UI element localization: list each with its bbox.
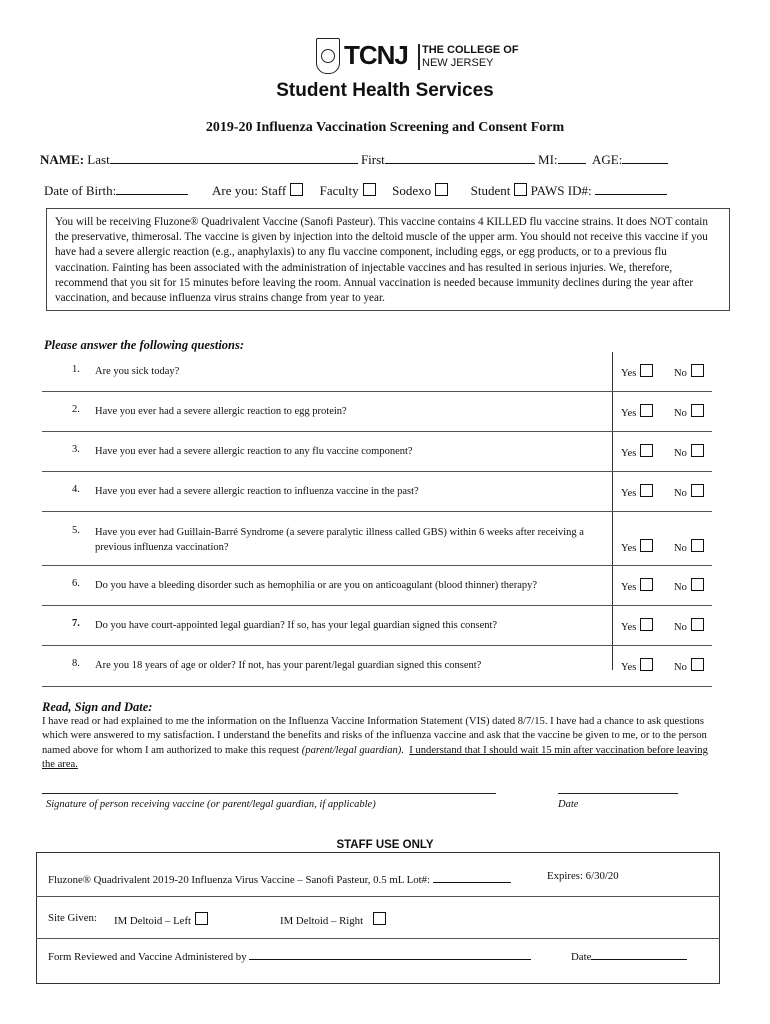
staff-date-row xyxy=(571,947,687,963)
no-checkbox[interactable] xyxy=(691,484,704,497)
yes-option xyxy=(621,618,653,633)
yes-checkbox[interactable] xyxy=(640,539,653,552)
yes-option xyxy=(621,484,653,499)
no-option xyxy=(674,618,704,633)
consent-body xyxy=(42,715,718,773)
yes-label: Yes xyxy=(621,368,637,379)
yes-label: Yes xyxy=(621,543,637,554)
age-label: AGE: xyxy=(592,152,623,167)
yes-option xyxy=(621,444,653,459)
site-right-label: IM Deltoid – Right xyxy=(280,915,364,927)
vaccine-line-label: Fluzone® Quadrivalent 2019-20 Influenza Virus Vaccine – Sanofi Pasteur, 0.5 mL Lot#: xyxy=(48,874,431,886)
question-number: 4. xyxy=(72,484,80,495)
reviewed-row xyxy=(48,947,531,963)
staff-checkbox[interactable] xyxy=(290,183,303,196)
consent-parenthetical: (parent/legal guardian). xyxy=(301,744,404,756)
question-number: 8. xyxy=(72,658,80,669)
college-seal-icon xyxy=(316,38,340,74)
no-option xyxy=(674,658,704,673)
no-checkbox[interactable] xyxy=(691,539,704,552)
yes-label: Yes xyxy=(621,622,637,633)
faculty-checkbox[interactable] xyxy=(363,183,376,196)
logo-college-line1: THE COLLEGE OF xyxy=(422,44,519,56)
question-text: Are you sick today? xyxy=(95,366,180,377)
signature-date-label: Date xyxy=(558,799,579,810)
no-checkbox[interactable] xyxy=(691,658,704,671)
yes-option xyxy=(621,658,653,673)
yes-label: Yes xyxy=(621,408,637,419)
no-label: No xyxy=(674,408,687,419)
name-label: NAME: xyxy=(40,152,85,167)
question-number: 5. xyxy=(72,525,80,536)
faculty-label: Faculty xyxy=(319,183,359,198)
yes-option xyxy=(621,578,653,593)
deltoid-left-checkbox[interactable] xyxy=(195,912,208,925)
question-number: 1. xyxy=(72,364,80,375)
yes-checkbox[interactable] xyxy=(640,364,653,377)
question-text: Have you ever had a severe allergic reaction to influenza vaccine in the past? xyxy=(95,486,419,497)
first-label: First xyxy=(360,152,385,167)
logo-brand: TCNJ xyxy=(344,40,408,70)
paws-label: PAWS ID#: xyxy=(530,183,592,198)
no-option xyxy=(674,364,704,379)
first-name-field[interactable] xyxy=(385,151,535,164)
question-divider xyxy=(42,645,712,646)
mi-label: MI: xyxy=(538,152,558,167)
vaccine-info-box: You will be receiving Fluzone® Quadrivalent Vaccine (Sanofi Pasteur). This vaccine contains 4 KILLED flu vaccine strains. It does NOT contain the preservative, thimerosal. The vaccine is given by injection into the deltoid muscle of the upper arm. You should not receive this vaccine if you have had a severe allergic reaction (e.g., anaphylaxis) to any flu vaccine component, including eggs, or egg products, or to a previous flu vaccination. Fainting has been associated with the administration of injectable vaccines and has resulted in serious injuries. We, therefore, recommend that you sit for 15 minutes before leaving the room. Annual vaccination is needed because immunity declines during the year after vaccination, and because influenza virus strains change from year to year. xyxy=(46,208,730,311)
tcnj-logo xyxy=(316,38,519,80)
question-divider xyxy=(42,565,712,566)
office-title: Student Health Services xyxy=(276,80,494,101)
yes-checkbox[interactable] xyxy=(640,658,653,671)
sodexo-label: Sodexo xyxy=(392,183,432,198)
expires-text: Expires: 6/30/20 xyxy=(547,870,619,882)
no-checkbox[interactable] xyxy=(691,404,704,417)
no-option xyxy=(674,444,704,459)
question-text: Have you ever had a severe allergic reaction to egg protein? xyxy=(95,406,347,417)
signature-date-line[interactable] xyxy=(558,793,678,794)
name-row xyxy=(40,151,668,168)
consent-text: I have read or had explained to me the information on the Influenza Vaccine Information Statement (VIS) dated 8/7/15. I have had a chance to ask questions which were answered to my satisfaction. I understand the benefits and risks of the influenza vaccine and ask that the vaccine be given to me, or to the person named above for whom I am authorized to make this request xyxy=(42,716,707,756)
question-number: 3. xyxy=(72,444,80,455)
question-divider xyxy=(42,686,712,687)
no-option xyxy=(674,404,704,419)
yes-checkbox[interactable] xyxy=(640,618,653,631)
site-left-row xyxy=(114,912,208,927)
yes-label: Yes xyxy=(621,662,637,673)
paws-id-field[interactable] xyxy=(595,182,667,195)
yes-label: Yes xyxy=(621,448,637,459)
staff-date-label: Date xyxy=(571,951,592,963)
administered-by-field[interactable] xyxy=(249,947,531,960)
staff-row-divider xyxy=(36,896,720,897)
yes-option xyxy=(621,364,653,379)
signature-label: Signature of person receiving vaccine (or parent/legal guardian, if applicable) xyxy=(46,799,376,810)
staff-row-divider xyxy=(36,938,720,939)
yes-checkbox[interactable] xyxy=(640,404,653,417)
yes-option xyxy=(621,539,653,554)
question-number: 2. xyxy=(72,404,80,415)
reviewed-label: Form Reviewed and Vaccine Administered by xyxy=(48,951,247,963)
no-option xyxy=(674,539,704,554)
question-divider xyxy=(42,605,712,606)
vaccine-lot-row xyxy=(48,870,511,886)
site-right-row xyxy=(280,912,386,927)
question-divider xyxy=(42,471,712,472)
no-checkbox[interactable] xyxy=(691,578,704,591)
site-left-label: IM Deltoid – Left xyxy=(114,915,192,927)
age-field[interactable] xyxy=(622,151,668,164)
mi-field[interactable] xyxy=(558,151,586,164)
question-text: Do you have a bleeding disorder such as hemophilia or are you on anticoagulant (blood thinner) therapy? xyxy=(95,580,538,591)
site-given-label: Site Given: xyxy=(48,912,97,924)
signature-line[interactable] xyxy=(42,793,496,794)
no-label: No xyxy=(674,448,687,459)
yes-label: Yes xyxy=(621,582,637,593)
logo-divider xyxy=(418,44,420,70)
dob-label: Date of Birth: xyxy=(44,183,117,198)
question-text: Have you ever had Guillain-Barré Syndrome (a severe paralytic illness called GBS) within 6 weeks after receiving a previous influenza vaccination? xyxy=(95,527,584,553)
yes-option xyxy=(621,404,653,419)
question-divider xyxy=(42,431,712,432)
question-text: Are you 18 years of age or older? If not, has your parent/legal guardian signed this consent? xyxy=(95,660,482,671)
deltoid-right-checkbox[interactable] xyxy=(373,912,386,925)
yes-checkbox[interactable] xyxy=(640,444,653,457)
last-name-field[interactable] xyxy=(110,151,358,164)
are-you-label: Are you: Staff xyxy=(212,183,287,198)
question-divider xyxy=(42,391,712,392)
no-label: No xyxy=(674,582,687,593)
dob-field[interactable] xyxy=(116,182,188,195)
question-divider xyxy=(42,511,712,512)
staff-use-heading: STAFF USE ONLY xyxy=(336,839,434,851)
student-label: Student xyxy=(470,183,511,198)
yes-label: Yes xyxy=(621,488,637,499)
consent-heading: Read, Sign and Date: xyxy=(42,700,153,714)
logo-college-line2: NEW JERSEY xyxy=(422,57,494,69)
questions-prompt: Please answer the following questions: xyxy=(44,338,245,352)
no-checkbox[interactable] xyxy=(691,444,704,457)
consent-wait-notice: I understand that I should wait 15 min after vaccination before leaving the area. xyxy=(42,744,708,771)
no-checkbox[interactable] xyxy=(691,618,704,631)
lot-number-field[interactable] xyxy=(433,870,511,883)
no-label: No xyxy=(674,543,687,554)
no-label: No xyxy=(674,368,687,379)
student-checkbox[interactable] xyxy=(514,183,527,196)
question-text: Have you ever had a severe allergic reaction to any flu vaccine component? xyxy=(95,446,413,457)
status-row xyxy=(44,182,667,199)
question-number: 7. xyxy=(72,618,80,629)
question-text: Do you have court-appointed legal guardian? If so, has your legal guardian signed this consent? xyxy=(95,620,498,631)
no-label: No xyxy=(674,488,687,499)
question-number: 6. xyxy=(72,578,80,589)
no-label: No xyxy=(674,622,687,633)
last-label: Last xyxy=(87,152,110,167)
staff-date-field[interactable] xyxy=(591,947,687,960)
no-option xyxy=(674,484,704,499)
no-option xyxy=(674,578,704,593)
no-label: No xyxy=(674,662,687,673)
no-checkbox[interactable] xyxy=(691,364,704,377)
yes-checkbox[interactable] xyxy=(640,484,653,497)
sodexo-checkbox[interactable] xyxy=(435,183,448,196)
form-title: 2019-20 Influenza Vaccination Screening and Consent Form xyxy=(205,120,565,135)
yes-checkbox[interactable] xyxy=(640,578,653,591)
